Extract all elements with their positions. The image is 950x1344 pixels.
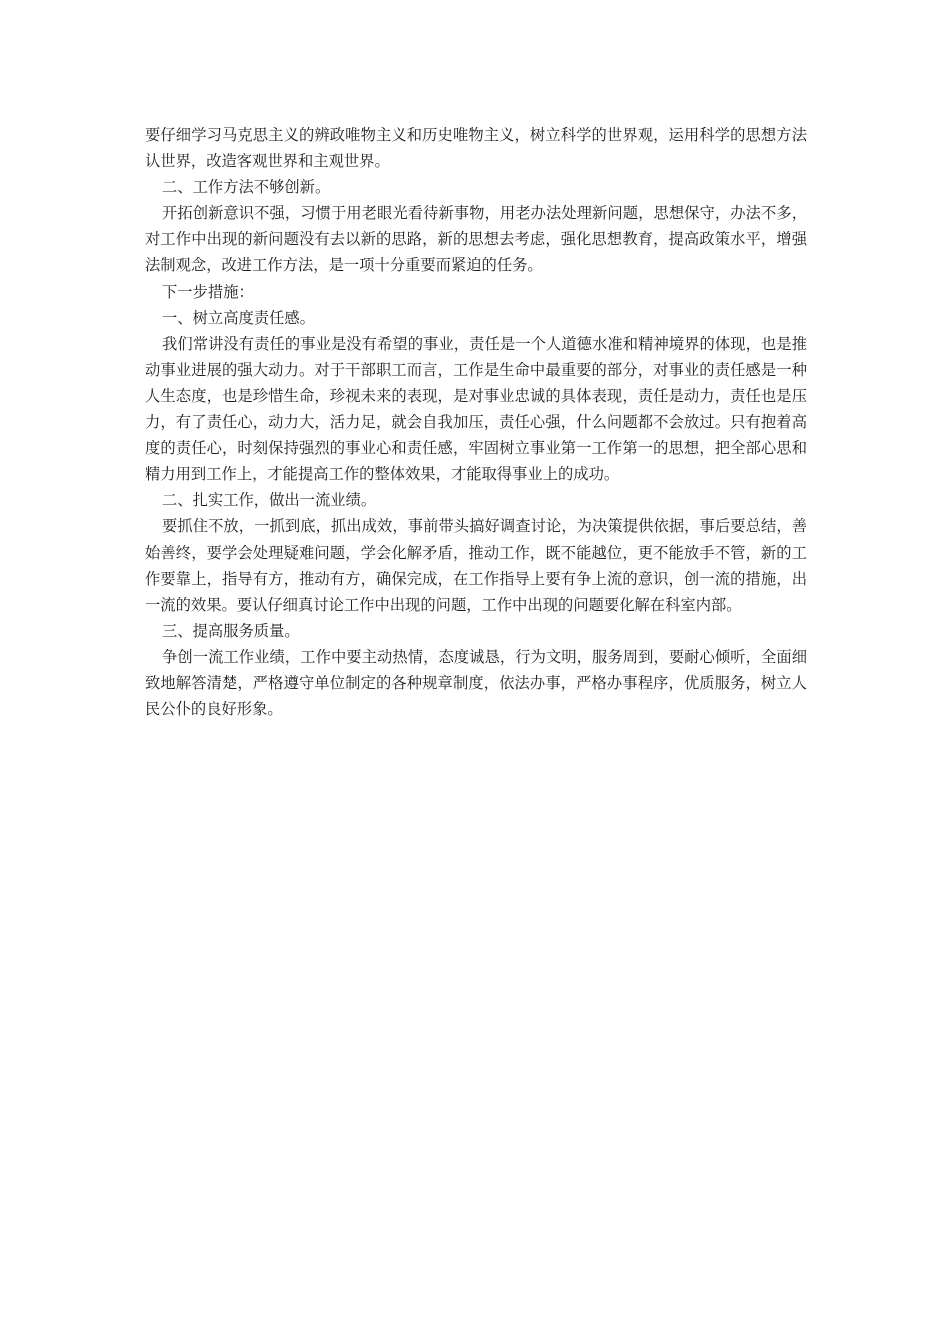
paragraph-solid-work: 要抓住不放，一抓到底，抓出成效，事前带头搞好调查讨论，为决策提供依据，事后要总结，善始善终，要学会处理疑难问题，学会化解矛盾，推动工作，既不能越位，更不能放手不管，新的工作要靠上，指导有方，推动有方，确保完成，在工作指导上要有争上流的意识，创一流的措施，出一流的效果。要认仔细真讨论工作中出现的问题，工作中出现的问题要化解在科室内部。 bbox=[145, 517, 807, 614]
heading-responsibility: 一、树立高度责任感。 bbox=[162, 308, 315, 327]
paragraph-1: 要仔细学习马克思主义的辨政唯物主义和历史唯物主义，树立科学的世界观，运用科学的思想方法认世界，改造客观世界和主观世界。 bbox=[145, 126, 807, 171]
paragraph-service-quality: 争创一流工作业绩，工作中要主动热情，态度诚恳，行为文明，服务周到，要耐心倾听，全面细致地解答清楚，严格遵守单位制定的各种规章制度，依法办事，严格办事程序，优质服务，树立人民公仆的良好形象。 bbox=[145, 647, 807, 719]
paragraph-innovation: 开拓创新意识不强，习惯于用老眼光看待新事物，用老办法处理新问题，思想保守，办法不多，对工作中出现的新问题没有去以新的思路，新的思想去考虑，强化思想教育，提高政策水平，增强法制观念，改进工作方法，是一项十分重要而紧迫的任务。 bbox=[145, 204, 807, 275]
heading-method-innovation: 二、工作方法不够创新。 bbox=[162, 178, 331, 197]
heading-next-steps: 下一步措施： bbox=[162, 282, 254, 301]
paragraph-responsibility: 我们常讲没有责任的事业是没有希望的事业，责任是一个人道德水准和精神境界的体现，也是推动事业进展的强大动力。对于干部职工而言，工作是生命中最重要的部分，对事业的责任感是一种人生态度，也是珍惜生命，珍视未来的表现，是对事业忠诚的具体表现，责任是动力，责任也是压力，有了责任心，动力大，活力足，就会自我加压，责任心强，什么问题都不会放过。只有抱着高度的责任心，时刻保持强烈的事业心和责任感，牢固树立事业第一工作第一的思想，把全部心思和精力用到工作上，才能提高工作的整体效果，才能取得事业上的成功。 bbox=[145, 334, 807, 484]
heading-service-quality: 三、提高服务质量。 bbox=[162, 621, 300, 640]
document-body bbox=[145, 122, 807, 722]
heading-solid-work: 二、扎实工作，做出一流业绩。 bbox=[162, 491, 377, 510]
